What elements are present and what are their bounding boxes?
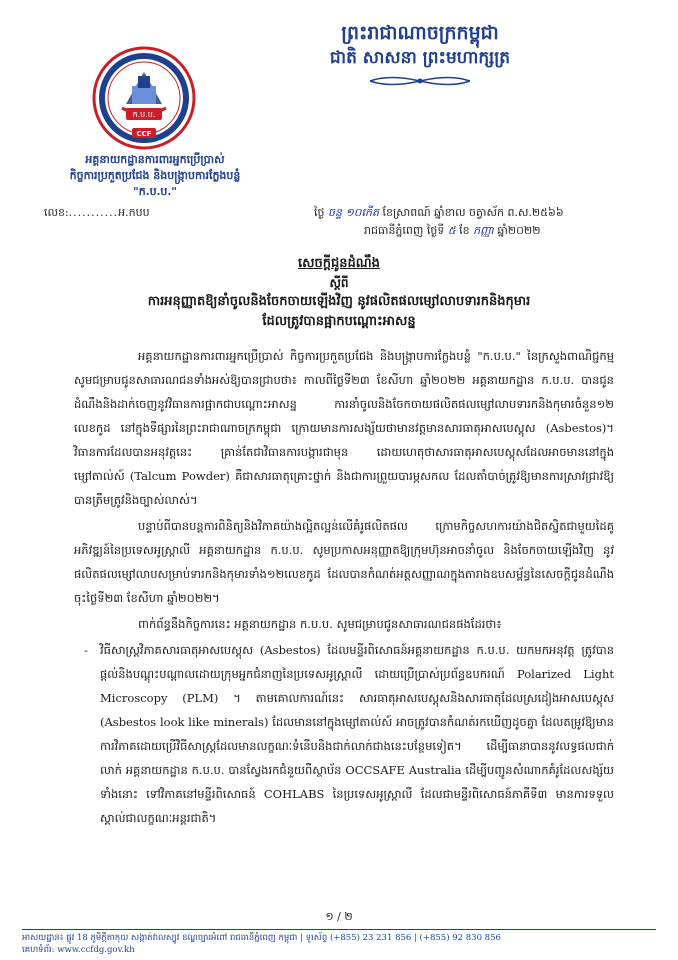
kingdom-motto: ជាតិ សាសនា ព្រះមហាក្សត្រ <box>329 48 511 68</box>
bullet-item-1 <box>74 638 614 830</box>
document-body <box>74 344 614 832</box>
title-about: ស្តីពី <box>329 276 349 290</box>
date-month-label: ខែ <box>459 224 470 237</box>
lunar-date <box>314 206 564 222</box>
paragraph-3: ពាក់ព័ន្ធនឹងកិច្ចការនេះ អគ្គនាយកដ្ឋាន ក.ប.ប. សូមជម្រាបជូនសាធារណជនផងដែរថា៖ <box>138 617 502 631</box>
solar-date <box>364 224 541 240</box>
date-day: ៥ <box>447 224 456 237</box>
seal-bottom-text: CCF <box>136 130 152 138</box>
date-year-lunar: ឆ្នាំខាល ចត្វាស័ក ព.ស.២៥៦៦ <box>434 206 564 219</box>
ccf-seal-logo <box>92 46 196 150</box>
footer-website: គេហទំព័រ: www.ccfdg.gov.kh <box>22 945 135 955</box>
footer-divider <box>22 929 656 930</box>
paragraph-2: បន្ទាប់ពីបានបន្តការពិនិត្យនិងវិភាគយ៉ាងល្អិតល្អន់លើគំរូផលិតផល ក្រោមកិច្ចសហការយ៉ាងជិតស្និតជាមួយដៃគូអភិវឌ្ឍន៍នៃប្រទេសអូស្ត្រាលី អគ្គនាយកដ្ឋាន ក.ប.ប. សូមប្រកាសអនុញ្ញាតឱ្យក្រុមហ៊ុនអាចនាំចូល និងចែកចាយឡើងវិញ នូវផលិតផលម្សៅលាបសម្រាប់ទារកនិងកុមារទាំង១២លេខកូដ ដែលបានកំណត់អត្តសញ្ញាណក្នុងតារាងឧបសម្ព័ន្ធនៃសេចក្តីជូនដំណឹងចុះថ្ងៃទី២៣ ខែសីហា ឆ្នាំ២០២២។ <box>74 519 614 605</box>
organization-block <box>40 152 270 200</box>
seal-text: ក.ប.ប. <box>132 110 156 119</box>
footer-address: អាសយដ្ឋាន៖ ផ្លូវ 18 ភូមិក្តីតាកុយ សង្កាត់វាលស្បូវ ខណ្ឌច្បារអំពៅ រាជធានីភ្នំពេញ កម្ពុជា | ទូរស័ព្ទ (+855) 23 231 856 | (+855) 92 830 856 <box>22 933 501 943</box>
date-year: ឆ្នាំ២០២២ <box>497 224 541 237</box>
bullet-text-1: វិធីសាស្រ្តវិភាគសារធាតុអាសបេស្តុស (Asbestos) ដែលមន្ទីរពិសោធន៍អគ្គនាយកដ្ឋាន ក.ប.ប. យកមកអនុវត្ត ត្រូវបានផ្តល់និងបណ្តុះបណ្តាលដោយក្រុមអ្នកជំនាញនៃប្រទេសអូស្ត្រាលី ដោយប្រើប្រាស់ប្រព័ន្ធឧបករណ៍ Polarized Light Microscopy (PLM) ។ តាមគោលការណ៍នេះ សារធាតុអាសបេស្តុសនិងសារធាតុដែលស្រដៀងអាសបេស្តុស (Asbestos look like minerals) ដែលមាននៅក្នុងម្សៅតាល់ស៍ អាចត្រូវបានកំណត់រកឃើញដូចគ្នា ដែលតម្រូវឱ្យមានការវិភាគដោយប្រើវិធីសាស្រ្តដែលមានលក្ខណៈទំនើបនិងជាក់លាក់ជាងនេះបន្ថែមទៀត។ ដើម្បីធានាបាននូវលទ្ធផលជាក់លាក់ អគ្គនាយកដ្ឋាន ក.ប.ប. បានស្វែងរកជំនួយពីស្ថាប័ន OCCSAFE Australia ដើម្បីបញ្ជូនសំណាកគំរូដែលសង្ស័យទាំងនោះ ទៅវិភាគនៅមន្ទីរពិសោធន៍ COHLABS នៃប្រទេសអូស្ត្រាលី ដែលជាមន្ទីរពិសោធន៍ភាគីទី៣ មានការទទួលស្គាល់ជាលក្ខណៈអន្តរជាតិ។ <box>100 643 614 825</box>
org-abbrev: "ក.ប.ប." <box>133 185 177 198</box>
kingdom-heading <box>250 20 590 92</box>
paragraph-1: អគ្គនាយកដ្ឋានការពារអ្នកប្រើប្រាស់ កិច្ចការប្រកួតប្រជែង និងបង្ក្រាបការក្លែងបន្លំ "ក.ប.ប." នៃក្រសួងពាណិជ្ជកម្ម សូមជម្រាបជូនសាធារណជនទាំងអស់ឱ្យបានជ្រាបថា៖ កាលពីថ្ងៃទី២៣ ខែសីហា ឆ្នាំ២០២២ អគ្គនាយកដ្ឋាន ក.ប.ប. បានជូនដំណឹងនិងដាក់ចេញនូវវិធានការផ្អាកជាបណ្តោះអាសន្ន ការនាំចូលនិងចែកចាយផលិតផលម្សៅលាបទារកនិងកុមារចំនួន១២ លេខកូដ នៅក្នុងទីផ្សារនៃព្រះរាជាណាចក្រកម្ពុជា ក្រោយមានការសង្ស័យថាមានវត្តមានសារធាតុអាសបេស្តុស (Asbestos)។ វិធានការដែលបានអនុវត្តនេះ គ្រាន់តែជាវិធានការបង្ការជាមុន ដោយហេតុថាសារធាតុអាសបេស្តុសដែលអាចមាននៅក្នុងម្សៅតាល់ស៍ (Talcum Powder) គឺជាសារធាតុគ្រោះថ្នាក់ និងជាការព្រួយបារម្ភសកល ដែលតាំបាច់ត្រូវឱ្យមានការស្រាវជ្រាវឱ្យបានត្រឹមត្រូវនិងច្បាស់លាស់។ <box>74 349 614 507</box>
kingdom-title: ព្រះរាជាណាចក្រកម្ពុជា <box>341 22 499 44</box>
reference-number <box>44 206 150 222</box>
ornament-divider <box>360 74 480 88</box>
date-month-value: កញ្ញា <box>473 224 494 237</box>
date-month: ខែស្រាពណ៍ <box>382 206 431 219</box>
ref-dots: ........... <box>68 206 119 219</box>
bullet-dash: - <box>84 643 88 657</box>
title-subject-line2: ដែលត្រូវបានផ្អាកបណ្តោះអាសន្ន <box>262 314 416 329</box>
org-name-line2: កិច្ចការប្រកួតប្រជែង និងបង្ក្រាបការក្លែងបន្លំ <box>69 169 241 182</box>
ref-suffix: អ.កបប <box>118 206 150 219</box>
date-handwritten: ចន្ទ ១០កើត <box>327 206 380 219</box>
footer <box>22 932 656 956</box>
page-number: ១ / ២ <box>325 910 353 923</box>
date-prefix: ថ្ងៃ <box>314 206 325 219</box>
org-name-line1: អគ្គនាយកដ្ឋានការពារអ្នកប្រើប្រាស់ <box>85 153 225 166</box>
ref-label: លេខ: <box>44 206 69 219</box>
title-notice: សេចក្តីជូនដំណឹង <box>298 256 380 271</box>
title-subject-line1: ការអនុញ្ញាតឱ្យនាំចូលនិងចែកចាយឡើងវិញ នូវផលិតផលម្សៅលាបទារកនិងកុមារ <box>147 294 531 309</box>
date-place: រាជធានីភ្នំពេញ ថ្ងៃទី <box>364 224 445 237</box>
document-title <box>0 254 678 332</box>
